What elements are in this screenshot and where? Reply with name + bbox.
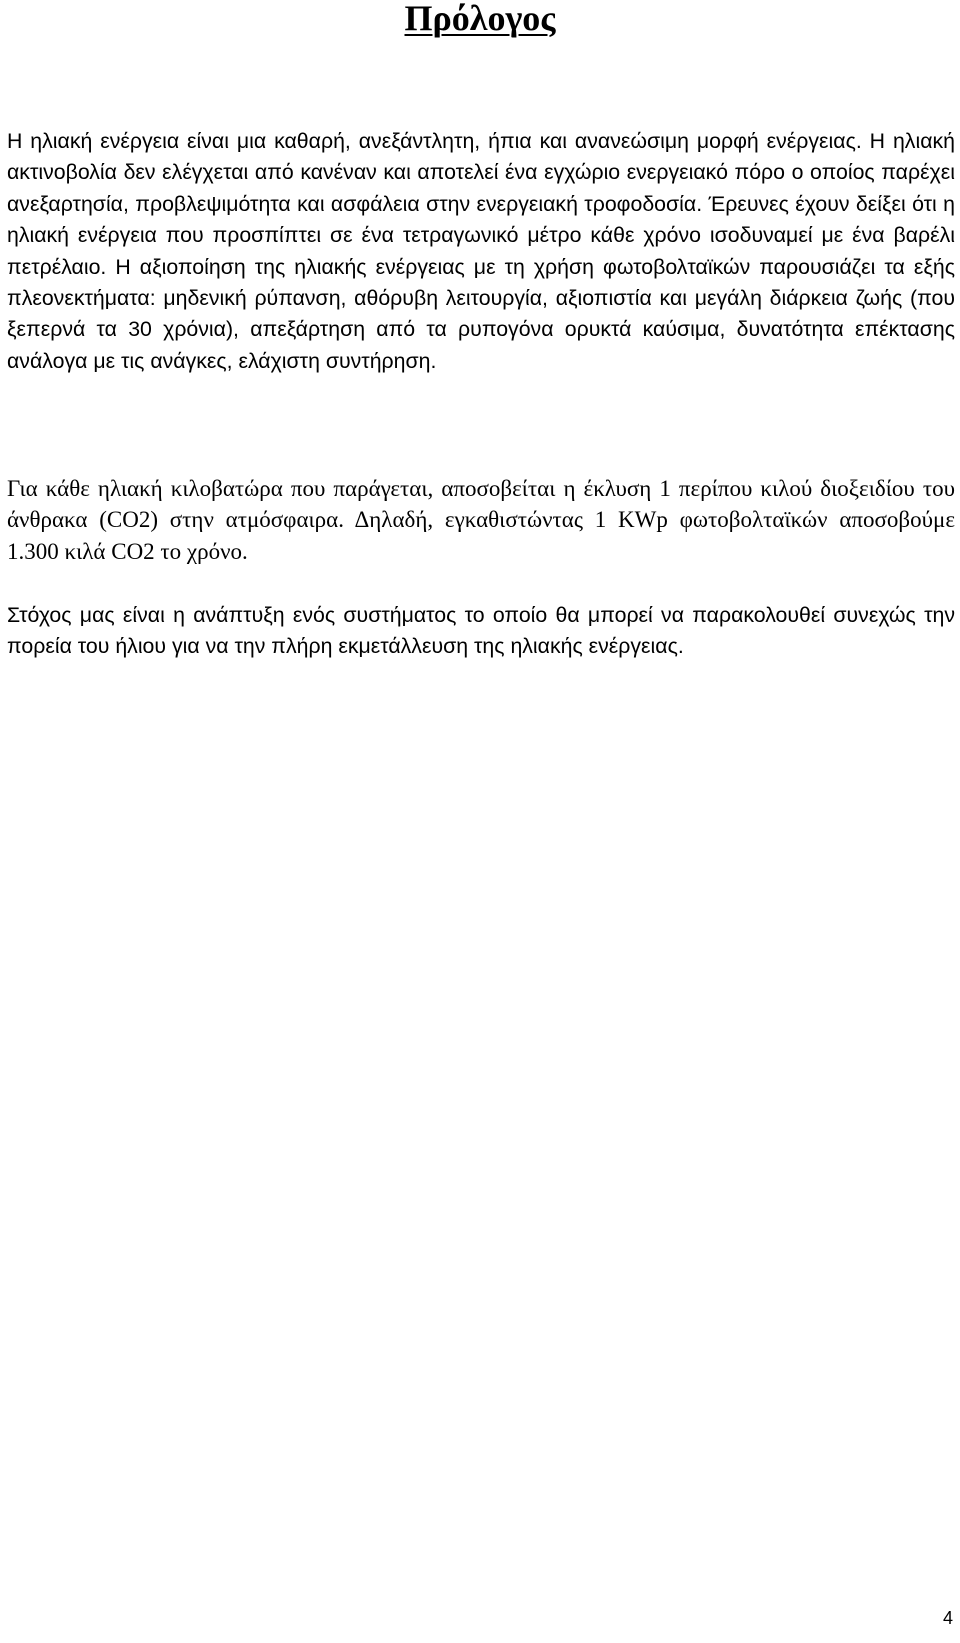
paragraph-intro: Η ηλιακή ενέργεια είναι μια καθαρή, ανεξάντλητη, ήπια και ανανεώσιμη μορφή ενέργειας. Η ηλιακή ακτινοβολία δεν ελέγχεται από κανέναν και αποτελεί ένα εγχώριο ενεργειακό πόρο ο οποίος παρέχει ανεξαρτησία, προβλεψιμότητα και ασφάλεια στην ενεργειακή τροφοδοσία. Έρευνες έχουν δείξει ότι η ηλιακή ενέργεια που προσπίπτει σε ένα τετραγωνικό μέτρο κάθε χρόνο ισοδυναμεί με ένα βαρέλι πετρέλαιο. Η αξιοποίηση της ηλιακής ενέργειας με τη χρήση φωτοβολταϊκών παρουσιάζει τα εξής πλεονεκτήματα: μηδενική ρύπανση, αθόρυβη λειτουργία, αξιοπιστία και μεγάλη διάρκεια ζωής (που ξεπερνά τα 30 χρόνια), απεξάρτηση από τα ρυπογόνα ορυκτά καύσιμα, δυνατότητα επέκτασης ανάλογα με τις ανάγκες, ελάχιστη συντήρηση. (7, 129, 955, 373)
paragraph-goal: Στόχος μας είναι η ανάπτυξη ενός συστήματος το οποίο θα μπορεί να παρακολουθεί συνεχώς την πορεία του ήλιου για να την πλήρη εκμετάλλευση της ηλιακής ενέργειας. (7, 603, 955, 659)
page-number: 4 (942, 1608, 953, 1628)
paragraph-co2: Για κάθε ηλιακή κιλοβατώρα που παράγεται, αποσοβείται η έκλυση 1 περίπου κιλού διοξειδίου του άνθρακα (CO2) στην ατμόσφαιρα. Δηλαδή, εγκαθιστώντας 1 KWp φωτοβολταϊκών αποσοβούμε 1.300 κιλά CO2 το χρόνο. (7, 476, 955, 564)
page-title: Πρόλογος (404, 0, 556, 38)
